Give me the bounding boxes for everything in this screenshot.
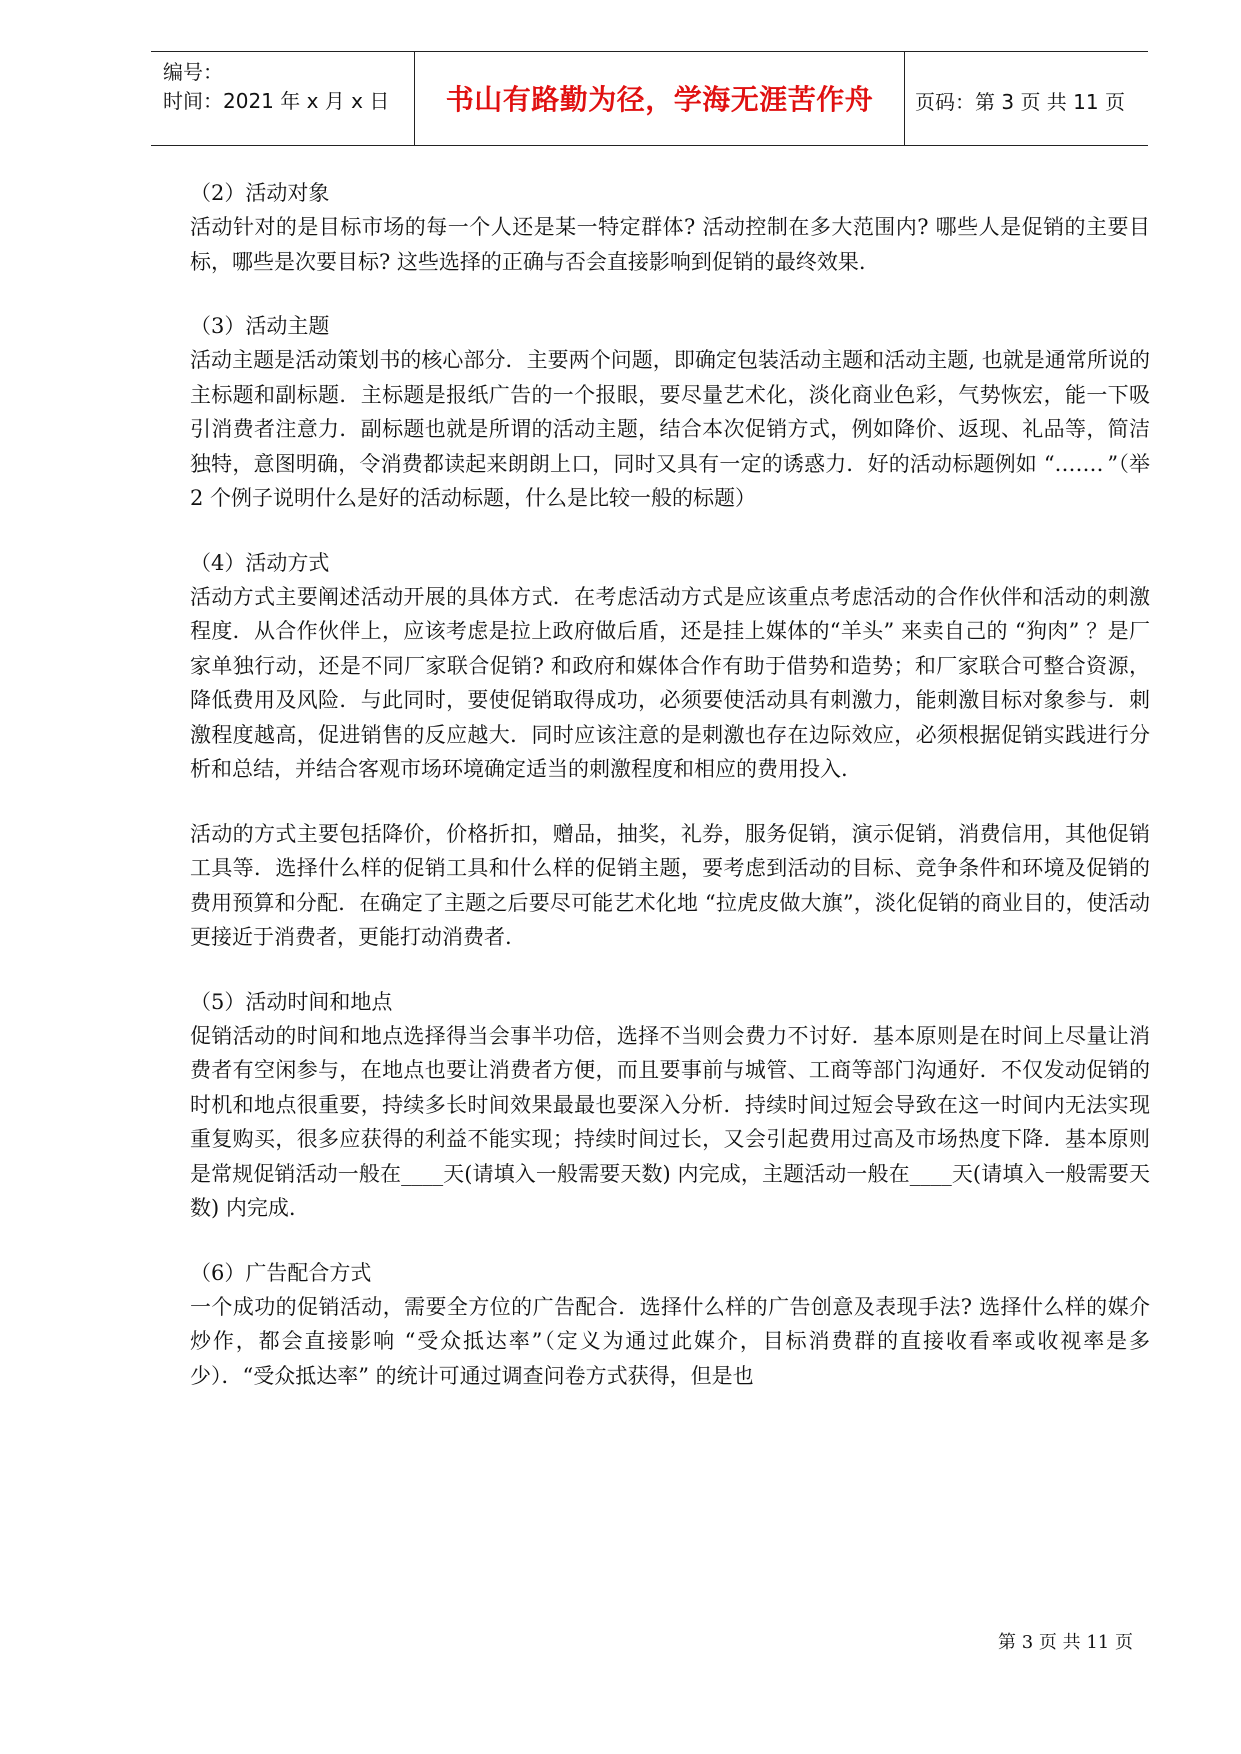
header-motto-cell (414, 52, 905, 145)
section-heading: （3）活动主题 (190, 314, 330, 338)
section-time-and-place (190, 985, 1150, 1226)
header-meta-cell (151, 52, 414, 145)
section-heading: （4）活动方式 (190, 550, 330, 575)
section-activity-theme (190, 309, 1150, 516)
section-heading: （6）广告配合方式 (190, 1260, 372, 1285)
section-heading: （5）活动时间和地点 (190, 989, 393, 1014)
document-body (190, 176, 1150, 1393)
document-number-label: 编号： (163, 60, 223, 84)
section-advertising (190, 1256, 1150, 1394)
section-paragraph: 促销活动的时间和地点选择得当会事半功倍，选择不当则会费力不讨好．基本原则是在时间上尽量让消费者有空闲参与，在地点也要让消费者方便，而且要事前与城管、工商等部门沟通好．不仅发动促销的时机和地点很重要，持续多长时间效果最最也要深入分析．持续时间过短会导致在这一时间内无法实现重复购买，很多应获得的利益不能实现；持续时间过长，又会引起费用过高及市场热度下降．基本原则是常规促销活动一般在____天(请填入一般需要天数) 内完成，主题活动一般在____天(请填入一般需要天数) 内完成. (190, 1023, 1150, 1220)
section-paragraph: 活动针对的是目标市场的每一个人还是某一特定群体? 活动控制在多大范围内? 哪些人是促销的主要目标，哪些是次要目标? 这些选择的正确与否会直接影响到促销的最终效果. (190, 215, 1150, 274)
section-activity-method (190, 546, 1150, 955)
document-date-label: 时间：2021 年 x 月 x 日 (163, 89, 390, 113)
section-paragraph: 活动的方式主要包括降价，价格折扣，赠品，抽奖，礼券，服务促销，演示促销，消费信用，其他促销工具等．选择什么样的促销工具和什么样的促销主题，要考虑到活动的目标、竞争条件和环境及促销的费用预算和分配．在确定了主题之后要尽可能艺术化地 “拉虎皮做大旗”，淡化促销的商业目的，使活动更接近于消费者，更能打动消费者. (190, 821, 1150, 949)
section-paragraph: 活动主题是活动策划书的核心部分．主要两个问题，即确定包装活动主题和活动主题, 也就是通常所说的主标题和副标题．主标题是报纸广告的一个报眼，要尽量艺术化，淡化商业色彩，气势恢宏，能一下吸引消费者注意力．副标题也就是所谓的活动主题，结合本次促销方式，例如降价、返现、礼品等，简洁独特，意图明确，令消费都读起来朗朗上口，同时又具有一定的诱惑力．好的活动标题例如 “……．”（举 2 个例子说明什么是好的活动标题，什么是比较一般的标题） (190, 348, 1150, 510)
header-page-code: 页码：第 3 页 共 11 页 (915, 90, 1125, 114)
header-page-cell (905, 52, 1148, 145)
section-paragraph: 一个成功的促销活动，需要全方位的广告配合．选择什么样的广告创意及表现手法? 选择什么样的媒介炒作，都会直接影响 “受众抵达率”（定义为通过此媒介，目标消费群的直接收看率或收视率是多少）．“受众抵达率” 的统计可通过调查问卷方式获得，但是也 (190, 1294, 1150, 1388)
section-heading: （2）活动对象 (190, 181, 330, 205)
page-header (151, 51, 1148, 146)
section-paragraph: 活动方式主要阐述活动开展的具体方式．在考虑活动方式是应该重点考虑活动的合作伙伴和活动的刺激程度．从合作伙伴上，应该考虑是拉上政府做后盾，还是挂上媒体的“羊头” 来卖自己的 “狗肉” ？是厂家单独行动，还是不同厂家联合促销? 和政府和媒体合作有助于借势和造势；和厂家联合可整合资源，降低费用及风险．与此同时，要使促销取得成功，必须要使活动具有刺激力，能刺激目标对象参与．刺激程度越高，促进销售的反应越大．同时应该注意的是刺激也存在边际效应，必须根据促销实践进行分析和总结，并结合客观市场环境确定适当的刺激程度和相应的费用投入. (190, 584, 1150, 781)
header-motto: 书山有路勤为径，学海无涯苦作舟 (445, 83, 874, 116)
section-activity-target (190, 176, 1150, 279)
page-footer: 第 3 页 共 11 页 (998, 1632, 1133, 1653)
